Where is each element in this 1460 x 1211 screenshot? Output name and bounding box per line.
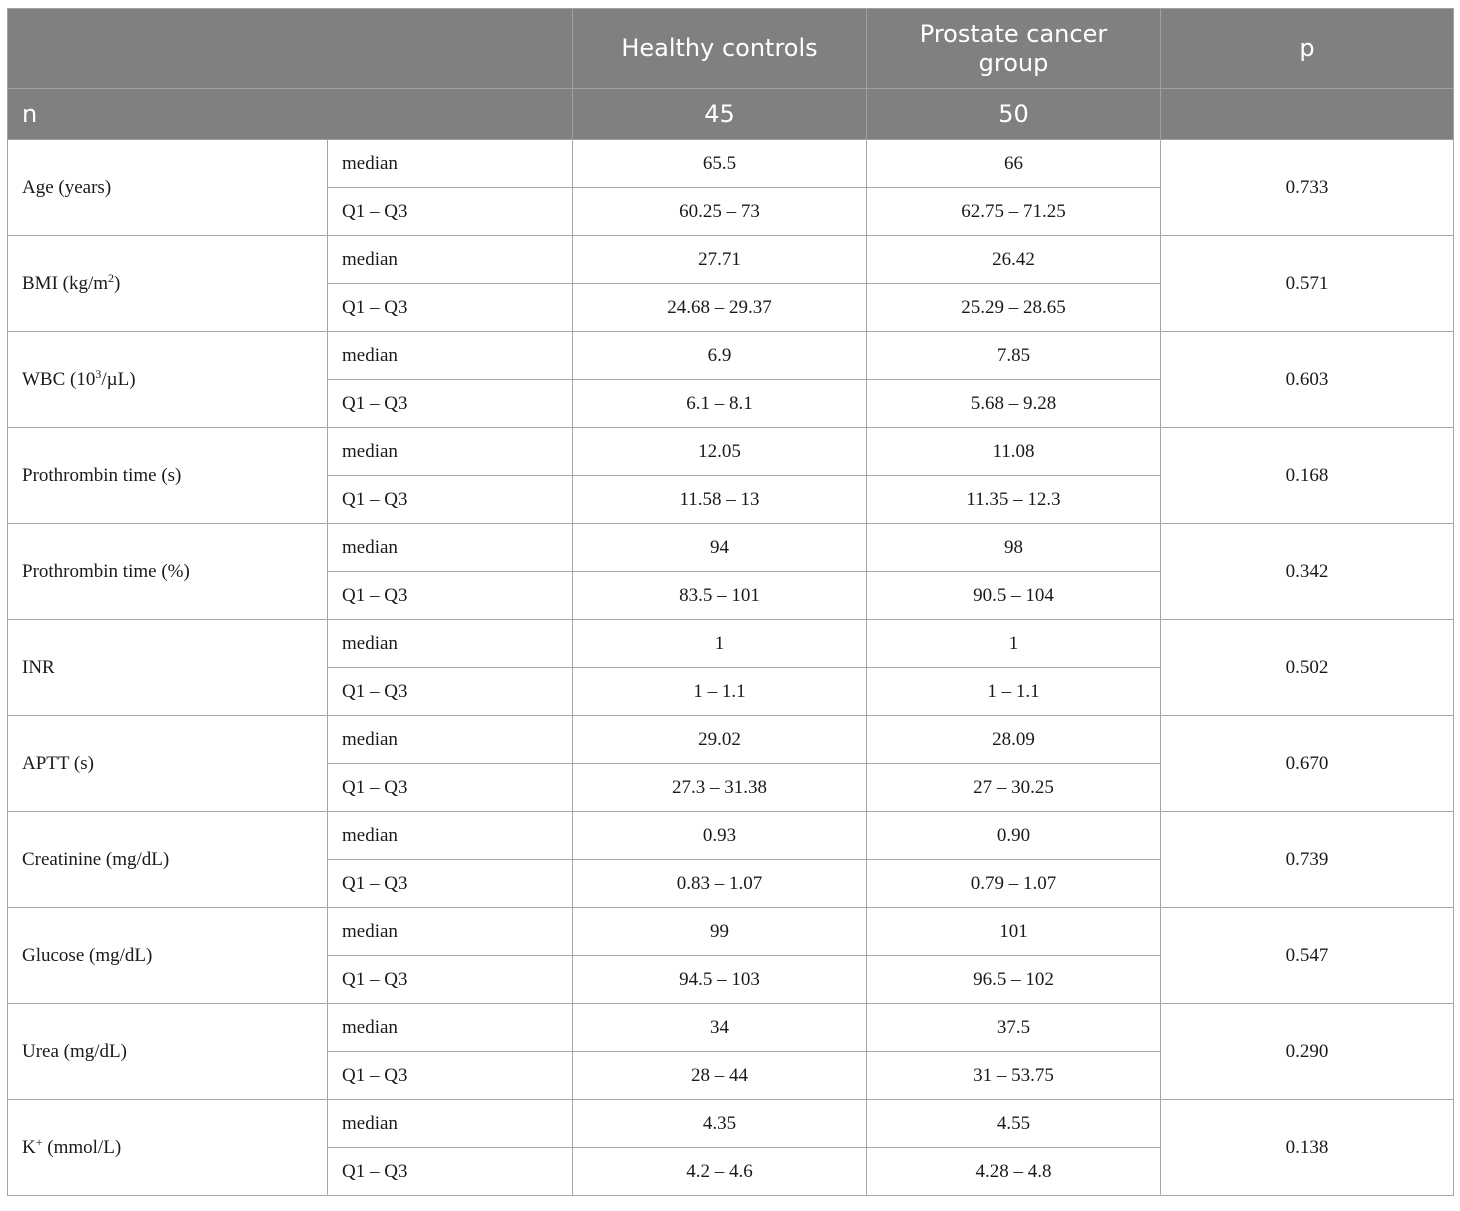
healthy-iqr: 6.1 – 8.1 — [573, 380, 867, 428]
stat-label-median: median — [328, 140, 573, 188]
stat-label-iqr: Q1 – Q3 — [328, 668, 573, 716]
stat-label-iqr: Q1 – Q3 — [328, 860, 573, 908]
healthy-iqr: 28 – 44 — [573, 1052, 867, 1100]
cancer-iqr: 5.68 – 9.28 — [867, 380, 1161, 428]
stat-label-iqr: Q1 – Q3 — [328, 188, 573, 236]
stat-label-median: median — [328, 620, 573, 668]
p-value: 0.739 — [1161, 812, 1454, 908]
cancer-median: 101 — [867, 908, 1161, 956]
p-value: 0.168 — [1161, 428, 1454, 524]
p-value: 0.502 — [1161, 620, 1454, 716]
table-row — [8, 428, 1454, 476]
cancer-median: 28.09 — [867, 716, 1161, 764]
healthy-iqr: 1 – 1.1 — [573, 668, 867, 716]
p-value: 0.138 — [1161, 1100, 1454, 1196]
stat-label-median: median — [328, 524, 573, 572]
variable-label: Glucose (mg/dL) — [22, 944, 153, 966]
table-row — [8, 332, 1454, 380]
n-p-blank — [1161, 89, 1454, 140]
healthy-median: 27.71 — [573, 236, 867, 284]
n-label: n — [8, 89, 573, 140]
variable-name — [8, 1100, 328, 1196]
healthy-median: 12.05 — [573, 428, 867, 476]
cancer-median: 66 — [867, 140, 1161, 188]
variable-label: Urea (mg/dL) — [22, 1040, 127, 1062]
variable-name — [8, 332, 328, 428]
p-value: 0.342 — [1161, 524, 1454, 620]
cancer-iqr: 62.75 – 71.25 — [867, 188, 1161, 236]
table-body — [8, 140, 1454, 1196]
stat-label-iqr: Q1 – Q3 — [328, 476, 573, 524]
table-row — [8, 1004, 1454, 1052]
healthy-iqr: 11.58 – 13 — [573, 476, 867, 524]
header-p-value: p — [1161, 9, 1454, 89]
healthy-median: 65.5 — [573, 140, 867, 188]
variable-name — [8, 524, 328, 620]
cancer-iqr: 27 – 30.25 — [867, 764, 1161, 812]
healthy-median: 34 — [573, 1004, 867, 1052]
table-header — [8, 9, 1454, 140]
table-row — [8, 236, 1454, 284]
cancer-iqr: 4.28 – 4.8 — [867, 1148, 1161, 1196]
variable-name — [8, 812, 328, 908]
stat-label-iqr: Q1 – Q3 — [328, 764, 573, 812]
variable-label: Prothrombin time (s) — [22, 464, 182, 486]
cancer-iqr: 25.29 – 28.65 — [867, 284, 1161, 332]
table-row — [8, 140, 1454, 188]
stat-label-iqr: Q1 – Q3 — [328, 572, 573, 620]
healthy-iqr: 60.25 – 73 — [573, 188, 867, 236]
cancer-median: 4.55 — [867, 1100, 1161, 1148]
stat-label-median: median — [328, 908, 573, 956]
stat-label-median: median — [328, 1004, 573, 1052]
variable-name — [8, 140, 328, 236]
stat-label-iqr: Q1 – Q3 — [328, 956, 573, 1004]
variable-name — [8, 1004, 328, 1100]
table-row — [8, 716, 1454, 764]
header-blank-cell — [8, 9, 573, 89]
cancer-median: 7.85 — [867, 332, 1161, 380]
healthy-median: 6.9 — [573, 332, 867, 380]
stat-label-median: median — [328, 716, 573, 764]
unit-superscript: 3 — [95, 366, 102, 381]
n-row — [8, 89, 1454, 140]
cancer-median: 1 — [867, 620, 1161, 668]
n-healthy: 45 — [573, 89, 867, 140]
variable-label: Prothrombin time (%) — [22, 560, 190, 582]
cancer-median: 0.90 — [867, 812, 1161, 860]
p-value: 0.670 — [1161, 716, 1454, 812]
variable-name — [8, 620, 328, 716]
table-row — [8, 812, 1454, 860]
header-row — [8, 9, 1454, 89]
stat-label-median: median — [328, 428, 573, 476]
stat-label-median: median — [328, 812, 573, 860]
cancer-median: 37.5 — [867, 1004, 1161, 1052]
variable-name — [8, 236, 328, 332]
p-value: 0.603 — [1161, 332, 1454, 428]
cancer-iqr: 31 – 53.75 — [867, 1052, 1161, 1100]
variable-name — [8, 716, 328, 812]
healthy-iqr: 94.5 – 103 — [573, 956, 867, 1004]
healthy-iqr: 24.68 – 29.37 — [573, 284, 867, 332]
table-row — [8, 1100, 1454, 1148]
header-healthy-controls: Healthy controls — [573, 9, 867, 89]
stat-label-median: median — [328, 1100, 573, 1148]
variable-label: BMI (kg/m — [22, 272, 109, 294]
healthy-iqr: 83.5 – 101 — [573, 572, 867, 620]
variable-label: INR — [22, 656, 55, 678]
healthy-iqr: 4.2 – 4.6 — [573, 1148, 867, 1196]
data-table — [7, 8, 1454, 1196]
unit-suffix: ) — [114, 272, 121, 294]
p-value: 0.571 — [1161, 236, 1454, 332]
healthy-median: 94 — [573, 524, 867, 572]
unit-suffix: /µL) — [101, 368, 136, 390]
variable-label: Creatinine (mg/dL) — [22, 848, 170, 870]
table-row — [8, 908, 1454, 956]
stat-label-iqr: Q1 – Q3 — [328, 1148, 573, 1196]
cancer-iqr: 90.5 – 104 — [867, 572, 1161, 620]
healthy-median: 4.35 — [573, 1100, 867, 1148]
healthy-median: 0.93 — [573, 812, 867, 860]
p-value: 0.547 — [1161, 908, 1454, 1004]
variable-label: K — [22, 1136, 36, 1158]
variable-name — [8, 908, 328, 1004]
unit-superscript: + — [35, 1134, 43, 1149]
healthy-iqr: 27.3 – 31.38 — [573, 764, 867, 812]
cancer-iqr: 1 – 1.1 — [867, 668, 1161, 716]
unit-suffix: (mmol/L) — [42, 1136, 122, 1158]
variable-name — [8, 428, 328, 524]
p-value: 0.290 — [1161, 1004, 1454, 1100]
stat-label-median: median — [328, 236, 573, 284]
variable-label: Age (years) — [22, 176, 112, 198]
table-row — [8, 620, 1454, 668]
unit-superscript: 2 — [108, 270, 115, 285]
healthy-iqr: 0.83 – 1.07 — [573, 860, 867, 908]
variable-label: APTT (s) — [22, 752, 94, 774]
healthy-median: 29.02 — [573, 716, 867, 764]
header-prostate-cancer-group: Prostate cancer group — [867, 9, 1161, 89]
cancer-iqr: 0.79 – 1.07 — [867, 860, 1161, 908]
p-value: 0.733 — [1161, 140, 1454, 236]
cancer-iqr: 11.35 – 12.3 — [867, 476, 1161, 524]
cancer-iqr: 96.5 – 102 — [867, 956, 1161, 1004]
table-row — [8, 524, 1454, 572]
cancer-median: 98 — [867, 524, 1161, 572]
cancer-median: 11.08 — [867, 428, 1161, 476]
healthy-median: 1 — [573, 620, 867, 668]
cancer-median: 26.42 — [867, 236, 1161, 284]
stat-label-iqr: Q1 – Q3 — [328, 380, 573, 428]
variable-label: WBC (10 — [22, 368, 96, 390]
stat-label-median: median — [328, 332, 573, 380]
healthy-median: 99 — [573, 908, 867, 956]
n-cancer: 50 — [867, 89, 1161, 140]
stat-label-iqr: Q1 – Q3 — [328, 284, 573, 332]
stat-label-iqr: Q1 – Q3 — [328, 1052, 573, 1100]
